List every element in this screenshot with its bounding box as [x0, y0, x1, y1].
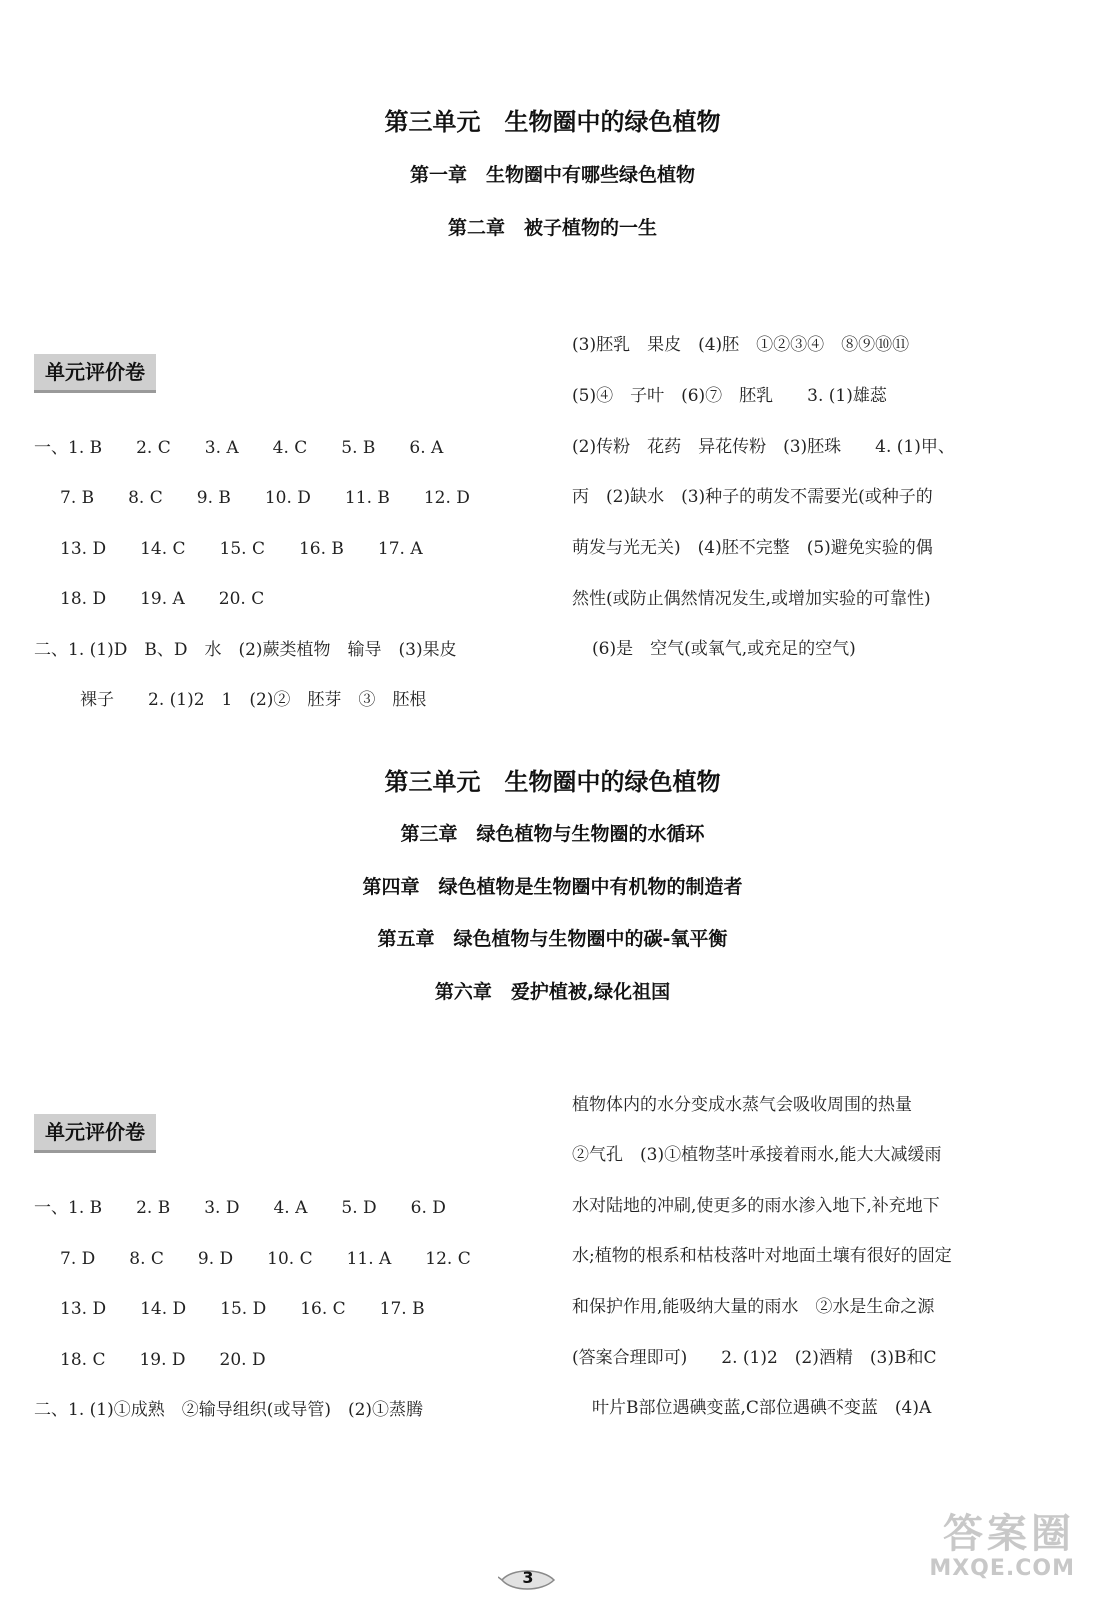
- answer-line: 植物体内的水分变成水蒸气会吸收周围的热量: [572, 1095, 912, 1115]
- page-number-text: 3: [522, 1568, 534, 1587]
- answer-line: 13. D 14. C 15. C 16. B 17. A: [60, 539, 423, 559]
- answer-line: 萌发与光无关) (4)胚不完整 (5)避免实验的偶: [572, 538, 933, 558]
- unit-title-1: 第三单元 生物圈中的绿色植物: [384, 108, 721, 136]
- answer-line: 和保护作用,能吸纳大量的雨水 ②水是生命之源: [572, 1297, 935, 1317]
- unit-title-2: 第三单元 生物圈中的绿色植物: [384, 768, 721, 796]
- chapter-title-1-2: 第二章 被子植物的一生: [447, 217, 657, 239]
- watermark-en: MXQE.COM: [929, 1556, 1075, 1581]
- answer-line: ②气孔 (3)①植物茎叶承接着雨水,能大大减缓雨: [572, 1145, 942, 1165]
- chapter-title-2-3: 第五章 绿色植物与生物圈中的碳-氧平衡: [377, 928, 728, 950]
- chapter-title-1-1: 第一章 生物圈中有哪些绿色植物: [409, 164, 695, 186]
- answer-line: 叶片B部位遇碘变蓝,C部位遇碘不变蓝 (4)A: [592, 1398, 932, 1418]
- answer-line: (3)胚乳 果皮 (4)胚 ①②③④ ⑧⑨⑩⑪: [572, 335, 910, 355]
- chapter-title-2-1: 第三章 绿色植物与生物圈的水循环: [400, 823, 705, 845]
- watermark-cn: 答案圈: [943, 1511, 1075, 1557]
- evaluation-tag-1: 单元评价卷: [34, 354, 156, 393]
- watermark: [929, 1512, 1075, 1582]
- answer-line: 裸子 2. (1)2 1 (2)② 胚芽 ③ 胚根: [80, 690, 427, 710]
- answer-line: 18. C 19. D 20. D: [60, 1350, 266, 1370]
- answer-line: 二、1. (1)D B、D 水 (2)蕨类植物 输导 (3)果皮: [34, 640, 457, 660]
- answer-line: 水;植物的根系和枯枝落叶对地面土壤有很好的固定: [572, 1246, 952, 1266]
- answer-line: 7. B 8. C 9. B 10. D 11. B 12. D: [60, 488, 470, 508]
- page-number: [498, 1565, 558, 1595]
- answer-line: (答案合理即可) 2. (1)2 (2)酒精 (3)B和C: [572, 1348, 937, 1368]
- answer-line: 7. D 8. C 9. D 10. C 11. A 12. C: [60, 1249, 471, 1269]
- answer-line: (5)④ 子叶 (6)⑦ 胚乳 3. (1)雄蕊: [572, 386, 887, 406]
- answer-line: 18. D 19. A 20. C: [60, 589, 265, 609]
- answer-line: 一、1. B 2. C 3. A 4. C 5. B 6. A: [34, 438, 444, 458]
- chapter-title-2-4: 第六章 爱护植被,绿化祖国: [434, 981, 671, 1003]
- answer-line: 13. D 14. D 15. D 16. C 17. B: [60, 1299, 425, 1319]
- answer-line: 水对陆地的冲刷,使更多的雨水渗入地下,补充地下: [572, 1196, 940, 1216]
- evaluation-tag-2: 单元评价卷: [34, 1114, 156, 1153]
- answer-line: (2)传粉 花药 异花传粉 (3)胚珠 4. (1)甲、: [572, 437, 955, 457]
- answer-line: 一、1. B 2. B 3. D 4. A 5. D 6. D: [34, 1198, 446, 1218]
- answer-line: 然性(或防止偶然情况发生,或增加实验的可靠性): [572, 589, 931, 609]
- answer-line: 丙 (2)缺水 (3)种子的萌发不需要光(或种子的: [572, 487, 933, 507]
- chapter-title-2-2: 第四章 绿色植物是生物圈中有机物的制造者: [362, 876, 743, 898]
- answer-line: 二、1. (1)①成熟 ②输导组织(或导管) (2)①蒸腾: [34, 1400, 424, 1420]
- answer-line: (6)是 空气(或氧气,或充足的空气): [592, 639, 856, 659]
